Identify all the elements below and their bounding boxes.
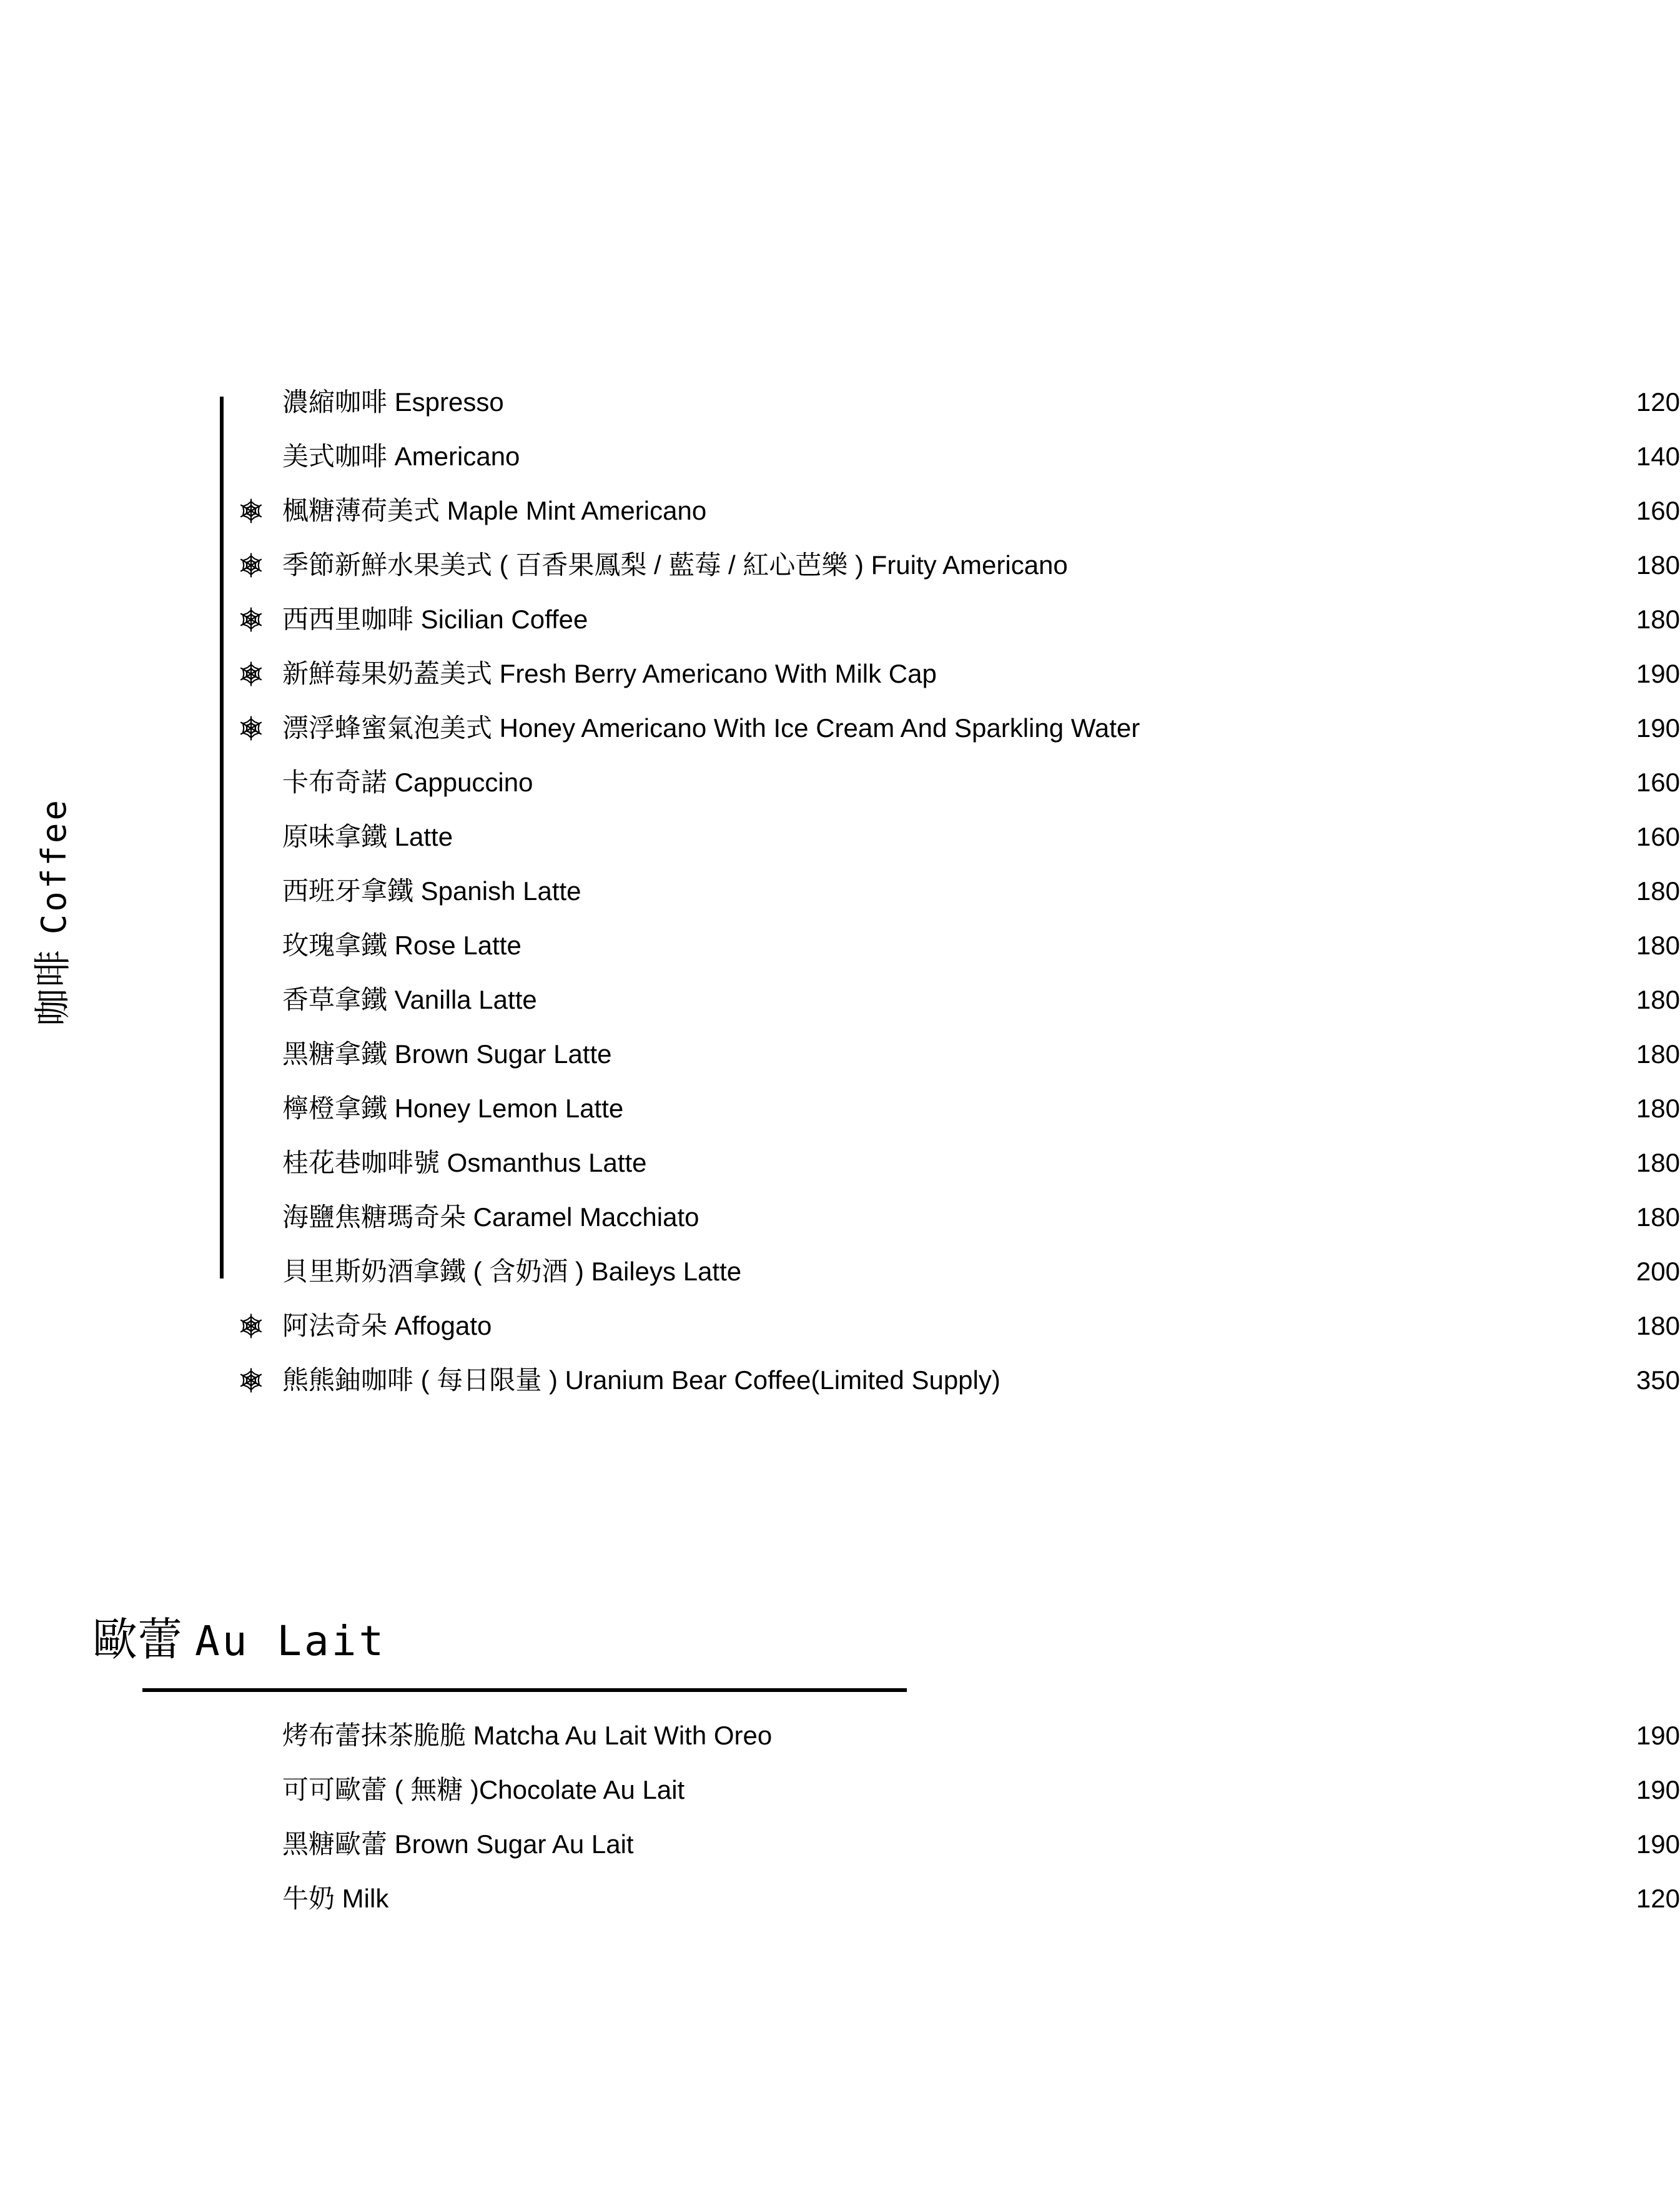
coffee-section-label-wrap — [0, 375, 220, 1299]
au-lait-section-divider — [142, 1688, 907, 1692]
au-lait-title-cjk: 歐蕾 — [92, 1615, 183, 1665]
menu-item-price: 190 — [1636, 1774, 1680, 1804]
menu-item-name: 黑糖歐蕾 Brown Sugar Au Lait — [282, 1829, 634, 1859]
snowflake-icon — [237, 1367, 272, 1394]
menu-item-row — [237, 864, 1680, 918]
menu-item-row — [237, 1027, 1680, 1081]
menu-item-row — [237, 809, 1680, 864]
menu-item-price: 180 — [1636, 876, 1680, 906]
coffee-section-label-cjk: 咖啡 — [32, 948, 74, 1026]
menu-item-name: 檸橙拿鐵 Honey Lemon Latte — [282, 1093, 624, 1123]
menu-item-name: 卡布奇諾 Cappuccino — [282, 767, 533, 797]
menu-item-price: 180 — [1636, 1310, 1680, 1340]
menu-item-price: 190 — [1636, 713, 1680, 743]
menu-item-price: 180 — [1636, 1093, 1680, 1123]
menu-item-row — [237, 1298, 1680, 1353]
menu-item-price: 120 — [1636, 387, 1680, 417]
menu-item-price: 120 — [1636, 1883, 1680, 1913]
menu-item-price: 180 — [1636, 604, 1680, 634]
au-lait-item-list — [237, 1708, 1680, 1926]
menu-item-price: 180 — [1636, 930, 1680, 960]
menu-item-name: 玫瑰拿鐵 Rose Latte — [282, 930, 521, 960]
menu-item-name: 桂花巷咖啡號 Osmanthus Latte — [282, 1147, 647, 1177]
menu-item-name: 熊熊鈾咖啡 ( 每日限量 ) Uranium Bear Coffee(Limited Supply) — [282, 1365, 1001, 1395]
menu-item-name: 新鮮莓果奶蓋美式 Fresh Berry Americano With Milk Cap — [282, 658, 937, 688]
menu-item-name: 漂浮蜂蜜氣泡美式 Honey Americano With Ice Cream And Sparkling Water — [282, 713, 1140, 743]
menu-item-row — [237, 972, 1680, 1027]
snowflake-icon — [237, 660, 272, 688]
menu-item-price: 180 — [1636, 1147, 1680, 1177]
menu-item-row — [237, 483, 1680, 538]
coffee-section-vertical-rule — [220, 397, 224, 1278]
menu-item-price: 160 — [1636, 821, 1680, 851]
menu-item-name: 美式咖啡 Americano — [282, 441, 520, 471]
menu-item-name: 西班牙拿鐵 Spanish Latte — [282, 876, 581, 906]
menu-item-price: 160 — [1636, 495, 1680, 525]
menu-item-row — [237, 1708, 1680, 1763]
menu-item-name: 烤布蕾抹茶脆脆 Matcha Au Lait With Oreo — [282, 1720, 773, 1750]
au-lait-title-latin: Au Lait — [195, 1617, 387, 1665]
snowflake-icon — [237, 1312, 272, 1340]
menu-item-price: 190 — [1636, 658, 1680, 688]
menu-item-price: 350 — [1636, 1365, 1680, 1395]
menu-item-row — [237, 1763, 1680, 1817]
menu-item-price: 140 — [1636, 441, 1680, 471]
menu-item-row — [237, 1817, 1680, 1871]
menu-item-price: 180 — [1636, 1202, 1680, 1232]
menu-item-row — [237, 592, 1680, 646]
menu-item-name: 牛奶 Milk — [282, 1883, 389, 1913]
menu-item-row — [237, 701, 1680, 755]
snowflake-icon — [237, 715, 272, 742]
menu-item-row — [237, 1081, 1680, 1135]
menu-item-name: 可可歐蕾 ( 無糖 )Chocolate Au Lait — [282, 1774, 685, 1804]
menu-item-name: 海鹽焦糖瑪奇朵 Caramel Macchiato — [282, 1202, 699, 1232]
snowflake-icon — [237, 606, 272, 633]
menu-item-row — [237, 1244, 1680, 1298]
menu-item-name: 楓糖薄荷美式 Maple Mint Americano — [282, 495, 707, 525]
menu-item-price: 190 — [1636, 1720, 1680, 1750]
menu-item-price: 180 — [1636, 1039, 1680, 1069]
menu-item-price: 160 — [1636, 767, 1680, 797]
au-lait-section-title — [92, 1615, 387, 1665]
menu-item-name: 阿法奇朵 Affogato — [282, 1310, 492, 1340]
menu-item-name: 西西里咖啡 Sicilian Coffee — [282, 604, 588, 634]
menu-item-row — [237, 646, 1680, 701]
menu-item-row — [237, 1135, 1680, 1190]
menu-item-row — [237, 755, 1680, 809]
menu-item-name: 黑糖拿鐵 Brown Sugar Latte — [282, 1039, 612, 1069]
section-coffee — [0, 375, 1680, 1395]
menu-item-row — [237, 1190, 1680, 1244]
menu-item-row — [237, 1353, 1680, 1407]
menu-item-row — [237, 1871, 1680, 1926]
coffee-item-list — [237, 375, 1680, 1407]
snowflake-icon — [237, 497, 272, 525]
menu-item-price: 190 — [1636, 1829, 1680, 1859]
menu-item-name: 季節新鮮水果美式 ( 百香果鳳梨 / 藍莓 / 紅心芭樂 ) Fruity Americano — [282, 550, 1068, 580]
coffee-section-label — [34, 600, 72, 1224]
menu-item-row — [237, 918, 1680, 972]
menu-item-price: 180 — [1636, 550, 1680, 580]
menu-item-row — [237, 429, 1680, 483]
menu-item-price: 180 — [1636, 984, 1680, 1014]
coffee-section-label-latin: Coffee — [34, 798, 74, 935]
menu-item-name: 原味拿鐵 Latte — [282, 821, 453, 851]
menu-item-row — [237, 375, 1680, 429]
menu-item-row — [237, 538, 1680, 592]
snowflake-icon — [237, 551, 272, 579]
menu-item-name: 濃縮咖啡 Espresso — [282, 387, 504, 417]
menu-item-name: 貝里斯奶酒拿鐵 ( 含奶酒 ) Baileys Latte — [282, 1256, 742, 1286]
menu-item-name: 香草拿鐵 Vanilla Latte — [282, 984, 537, 1014]
menu-item-price: 200 — [1636, 1256, 1680, 1286]
